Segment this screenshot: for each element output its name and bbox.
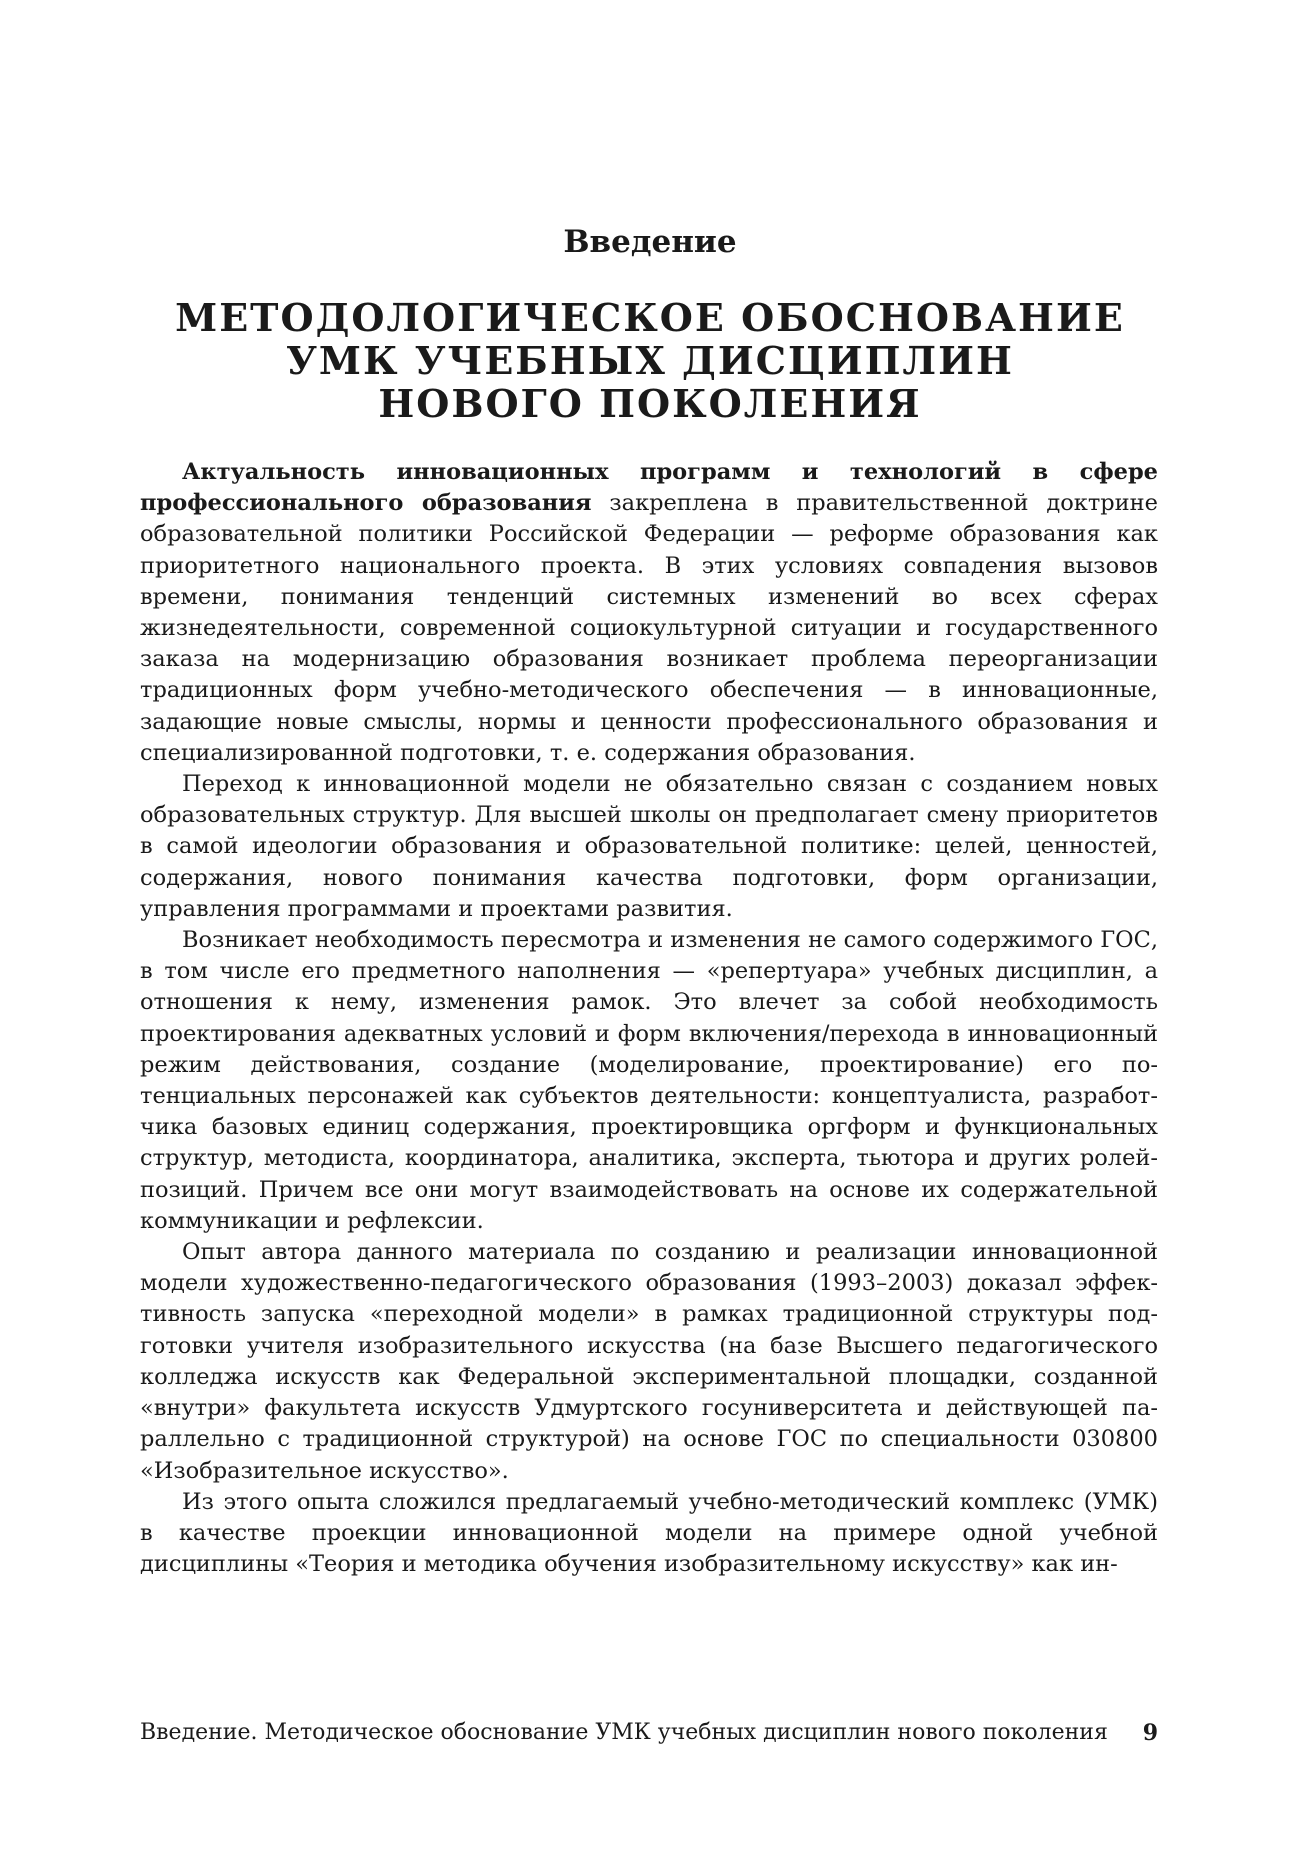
paragraph-lead-bold: Актуальность инновационных программ и технологий в сфере профессионального образования <box>140 459 1158 517</box>
chapter-title <box>140 296 1160 425</box>
chapter-title-line: МЕТОДОЛОГИЧЕСКОЕ ОБОСНОВАНИЕ <box>175 295 1125 340</box>
paragraph <box>140 457 1158 769</box>
body-text <box>140 457 1158 1580</box>
running-title: Введение. Методическое обоснование УМК учебных дисциплин нового поколения <box>140 1720 1108 1745</box>
paragraph: Возникает необходимость пересмотра и изменения не самого содержимого ГОС, в том числе его предметного наполнения — «репертуара» учебных дисциплин, а отношения к нему, изменения рамок. Это влечет за собой необходимость проектирования адекватных условий и форм включения/перехода в инновационный режим действования, создание (моделирование, проектирование) его потенциальных персонажей как субъектов деятельности: концептуалиста, разработчика базовых единиц содержания, проектировщика оргформ и функциональных структур, методиста, координатора, аналитика, эксперта, тьютора и других ролей-позиций. Причем все они могут взаимодействовать на основе их содержательной коммуникации и рефлексии. <box>140 927 1158 1234</box>
chapter-title-line: НОВОГО ПОКОЛЕНИЯ <box>378 381 922 426</box>
paragraph: Из этого опыта сложился предлагаемый учебно-методический комплекс (УМК) в качестве проекции инновационной модели на примере одной учебной дисциплины «Теория и методика обучения изобразительному искусству» как ин- <box>140 1488 1158 1578</box>
page-number: 9 <box>1142 1720 1158 1746</box>
paragraph: Опыт автора данного материала по созданию и реализации инновационной модели художественно-педагогического образования (1993–2003) доказал эффективность запуска «переходной модели» в рамках традиционной структуры подготовки учителя изобразительного искусства (на базе Высшего педагогического колледжа искусств как Федеральной экспериментальной площадки, созданной «внутри» факультета искусств Удмуртского госуниверситета и действующей параллельно с традиционной структурой) на основе ГОС по специальности 030800 «Изобразительное искусство». <box>140 1239 1158 1484</box>
section-label: Введение <box>563 224 737 260</box>
paragraph: Переход к инновационной модели не обязательно связан с созданием новых образовательных структур. Для высшей школы он предполагает смену приоритетов в самой идеологии образования и образовательной политике: целей, ценностей, содержания, нового понимания качества подготовки, форм организации, управления программами и проектами развития. <box>140 771 1158 922</box>
paragraph-text: закреплена в правительственной доктрине образовательной политики Российской Федерации — реформе образования как приоритетного национального проекта. В этих условиях совпадения вызовов времени, понимания тенденций системных изменений во всех сферах жизнедеятельности, современной социокультурной ситуации и государственного заказа на модернизацию образования возникает проблема переорганизации традиционных форм учебно-методического обеспечения — в инновационные, задающие новые смыслы, нормы и ценности профессионального образования и специализированной подготовки, т. е. содержания образования. <box>140 490 1158 766</box>
chapter-title-line: УМК УЧЕБНЫХ ДИСЦИПЛИН <box>286 338 1014 383</box>
